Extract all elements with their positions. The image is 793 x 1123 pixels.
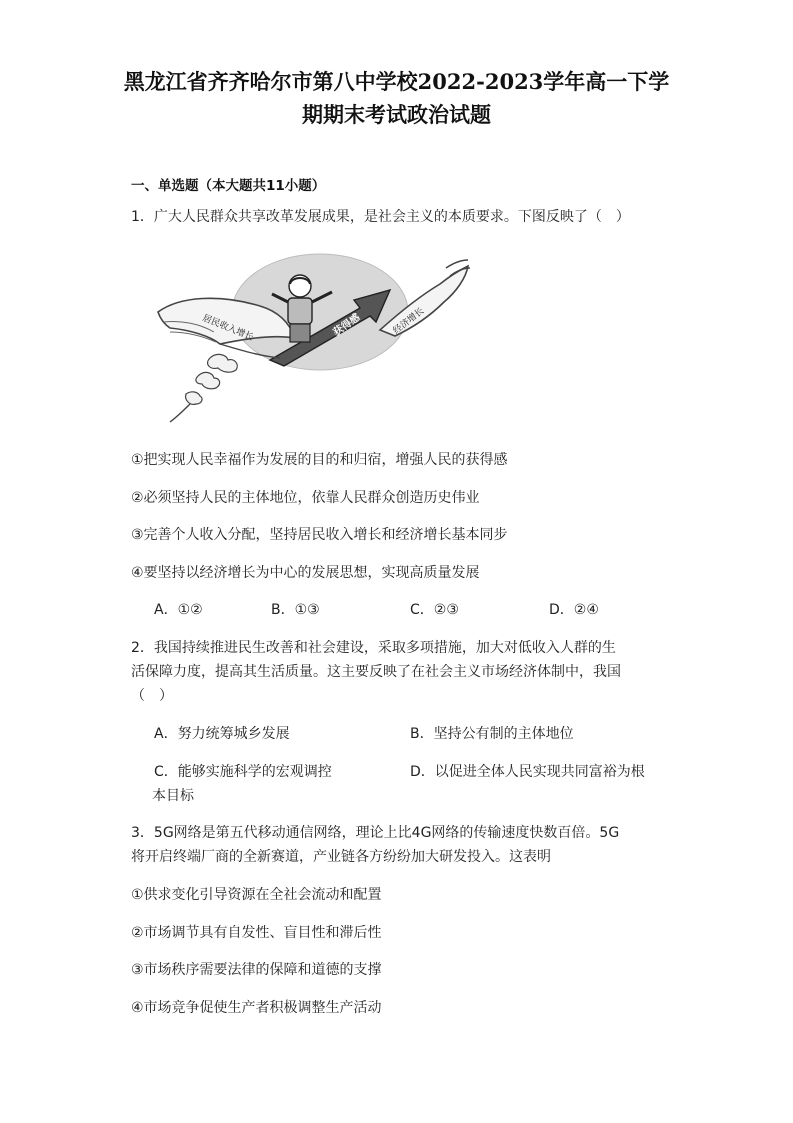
cloud-2 [196, 372, 220, 388]
arrow-label: 获得感 [331, 312, 363, 339]
q1-option-d[interactable]: D．②④ [549, 602, 599, 618]
q3-stem-line-2: 将开启终端厂商的全新赛道，产业链各方纷纷加大研发投入。这表明 [131, 849, 551, 865]
q2-stem-line-2: 活保障力度，提高其生活质量。这主要反映了在社会主义市场经济体制中，我国 [131, 664, 621, 680]
q3-statement-4: ④市场竞争促使生产者积极调整生产活动 [131, 1000, 382, 1016]
q1-option-b[interactable]: B．①③ [271, 602, 320, 618]
q1-statement-4: ④要坚持以经济增长为中心的发展思想，实现高质量发展 [131, 565, 480, 581]
q3-stem-line-1: 3．5G网络是第五代移动通信网络，理论上比4G网络的传输速度快数百倍。5G [131, 825, 620, 841]
q2-option-c[interactable]: C．能够实施科学的宏观调控 [154, 764, 332, 780]
q3-statement-3: ③市场秩序需要法律的保障和道德的支撑 [131, 962, 382, 978]
q1-option-a[interactable]: A．①② [154, 602, 203, 618]
q2-option-d-continuation: 本目标 [152, 788, 194, 804]
section-heading: 一、单选题（本大题共11小题） [131, 178, 326, 194]
q1-statement-3: ③完善个人收入分配，坚持居民收入增长和经济增长基本同步 [131, 527, 508, 543]
q1-stem: 1．广大人民群众共享改革发展成果，是社会主义的本质要求。下图反映了（ ） [131, 209, 630, 225]
q1-statement-2: ②必须坚持人民的主体地位，依靠人民群众创造历史伟业 [131, 490, 480, 506]
q1-cartoon-figure [150, 240, 480, 430]
person-body [288, 298, 312, 324]
q2-option-b[interactable]: B．坚持公有制的主体地位 [410, 726, 574, 742]
q2-stem-line-1: 2．我国持续推进民生改善和社会建设，采取多项措施，加大对低收入人群的生 [131, 640, 616, 656]
left-wing-label: 居民收入增长 [200, 313, 255, 344]
q3-statement-2: ②市场调节具有自发性、盲目性和滞后性 [131, 925, 382, 941]
document-title-line-1: 黑龙江省齐齐哈尔市第八中学校2022-2023学年高一下学 [123, 69, 670, 94]
q2-option-a[interactable]: A．努力统筹城乡发展 [154, 726, 290, 742]
right-wing-label: 经济增长 [391, 306, 427, 337]
document-title-line-2: 期期末考试政治试题 [302, 102, 491, 127]
q1-option-c[interactable]: C．②③ [410, 602, 459, 618]
q3-statement-1: ①供求变化引导资源在全社会流动和配置 [131, 887, 382, 903]
q2-stem-line-3: （ ） [131, 688, 173, 704]
q2-option-d[interactable]: D．以促进全体人民实现共同富裕为根 [410, 764, 645, 780]
cloud-3 [186, 392, 202, 405]
cloud-1 [208, 354, 238, 372]
q1-statement-1: ①把实现人民幸福作为发展的目的和归宿，增强人民的获得感 [131, 452, 508, 468]
